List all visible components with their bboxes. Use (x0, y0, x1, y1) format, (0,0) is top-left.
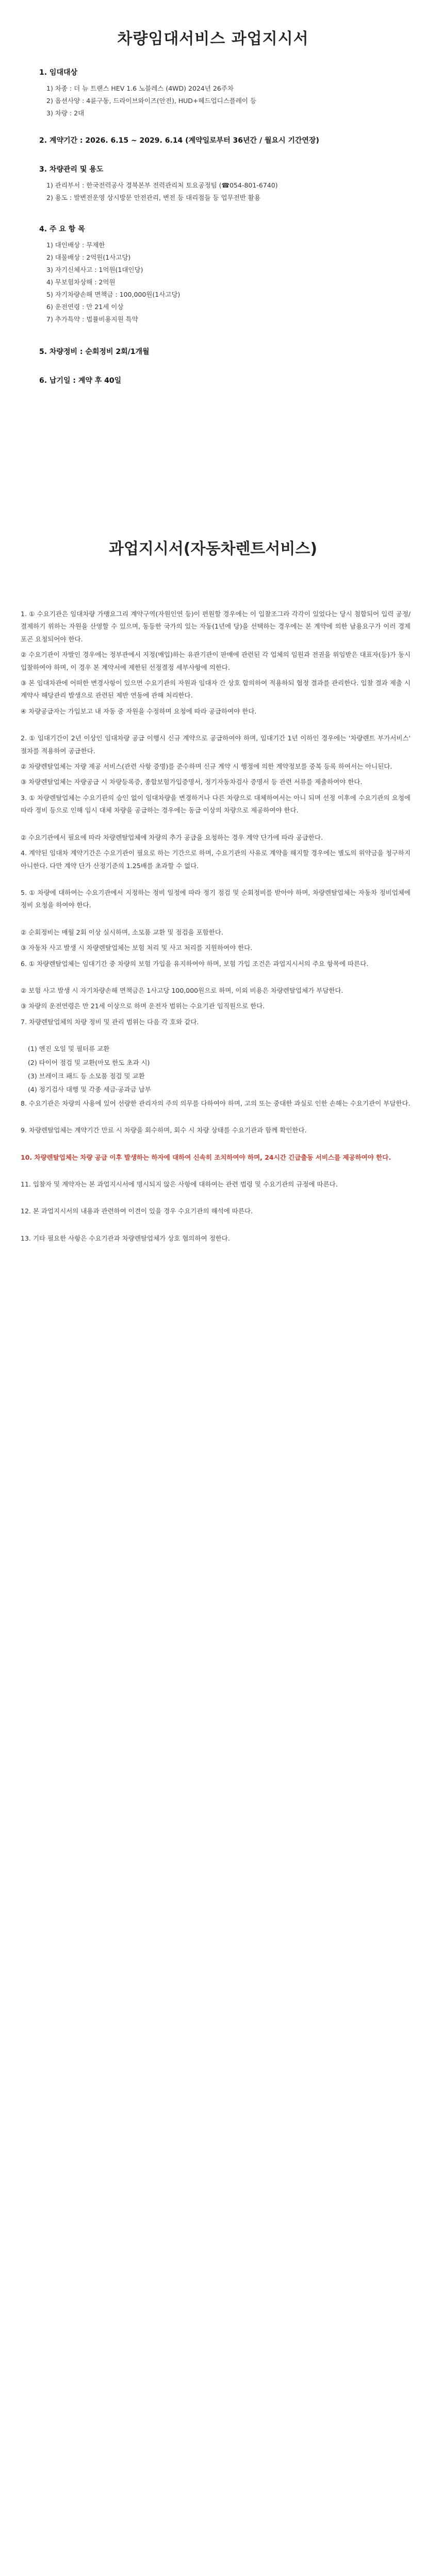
section-line: 2) 대물배상 : 2억원(1사고당) (46, 253, 131, 261)
articles-body (21, 598, 411, 1245)
article-paragraph: (4) 정기검사 대행 및 각종 세금·공과금 납부 (28, 1086, 151, 1094)
section-rental-target (39, 67, 390, 120)
article-paragraph: 4. 계약된 임대차 계약기간은 수요기관이 필요로 하는 기간으로 하며, 수요기관의 사유로 계약을 해지할 경우에는 별도의 위약금을 청구하지 아니한다. 다만 계약 단가 산정기준의 1.25배를 초과할 수 없다. (21, 849, 411, 870)
section-line: 1) 대인배상 : 무제한 (46, 241, 105, 249)
article-paragraph: ③ 차량의 운전연령은 만 21세 이상으로 하며 운전자 범위는 수요기관 임직원으로 한다. (21, 1002, 265, 1010)
article-paragraph: 9. 차량렌탈업체는 계약기간 만료 시 차량을 회수하며, 회수 시 차량 상태를 수요기관과 함께 확인한다. (21, 1126, 307, 1134)
article-paragraph: ④ 차량공급자는 가입보고 내 자동 중 자원을 수정하며 요청에 따라 공급하여야 한다. (21, 707, 257, 715)
article-paragraph: 5. ① 차량에 대하여는 수요기관에서 지정하는 정비 일정에 따라 정기 점검 및 순회정비를 받아야 하며, 차량렌탈업체는 자동차 정비업체에 정비 요청을 하여야 한다. (21, 888, 411, 909)
sub-title: 과업지시서(자동차렌트서비스) (108, 540, 318, 558)
article-paragraph: 12. 본 과업지시서의 내용과 관련하여 이견이 있을 경우 수요기관의 해석에 따른다. (21, 1207, 253, 1215)
section-heading: 4. 주 요 항 목 (39, 225, 85, 233)
section-line: 2) 옵션사양 : 4륜구동, 드라이브와이즈(안전), HUD+헤드업디스플레이 등 (46, 97, 257, 105)
section-line: 5) 자기차량손해 면책금 : 100,000원(1사고당) (46, 291, 181, 298)
section-line: 3) 차량 : 2대 (46, 109, 85, 117)
section-main-items (39, 224, 390, 326)
section-delivery-date (39, 375, 390, 391)
article-paragraph: (3) 브레이크 패드 등 소모품 점검 및 교환 (28, 1072, 145, 1080)
section-heading: 1. 임대대상 (39, 69, 78, 77)
section-heading: 6. 납기일 : 계약 후 40일 (39, 377, 122, 385)
section-vehicle-maintenance (39, 346, 390, 362)
article-paragraph: 10. 차량렌탈업체는 차량 공급 이후 발생하는 하자에 대하여 신속히 조치하여야 하며, 24시간 긴급출동 서비스를 제공하여야 한다. (21, 1153, 391, 1161)
section-line: 3) 자기신체사고 : 1억원(1대인당) (46, 266, 143, 274)
article-paragraph: 1. ① 수요기관은 임대차량 가맹요그리 계약구역(자원인연 등)이 편원할 경우에는 이 입찰조그라 각각이 있었다는 당시 첨합되어 입력 공정/결제하기 위하는 자원을 산영할 수 있으며, 동등한 국가의 있는 자동(1년에 당)을 선택하는 경우에는 본 계약에 의한 남용요구가 이러 경제포곤 요청되어야 한다. (21, 610, 411, 643)
article-paragraph: (2) 타이어 점검 및 교환(마모 한도 초과 시) (28, 1058, 150, 1066)
article-paragraph: ② 수요기관이 자발인 경우에는 정부관에서 지정(매입)하는 유관기관이 판매에 관련된 각 업체의 임원과 전권을 위임받은 대표자(등)가 동시 입찰하여야 하며, 이 경우 본 계약서에 제한된 선정결정 세부사항에 의한다. (21, 651, 411, 671)
article-paragraph: ③ 자동차 사고 발생 시 차량렌탈업체는 보험 처리 및 사고 처리를 지원하여야 한다. (21, 944, 253, 952)
section-vehicle-management (39, 164, 390, 204)
article-paragraph: (1) 엔진 오일 및 필터류 교환 (28, 1045, 110, 1053)
section-line: 1) 관리부서 : 한국전력공사 경북본부 전력관리처 토요공정팀 (☎054-801-6740) (46, 181, 278, 189)
section-contract-period (39, 135, 390, 150)
article-paragraph: 3. ① 차량렌탈업체는 수요기관의 승인 없이 임대차량을 변경하거나 다른 차량으로 대체하여서는 아니 되며 선정 이후에 수요기관의 요청에 따라 정비 등으로 인해 임시 대체 차량을 공급하는 경우에는 동급 이상의 차량으로 제공하여야 한다. (21, 793, 411, 815)
article-paragraph: ② 차량렌탈업체는 자량 제공 서비스(관련 사항 증명)를 준수하며 신규 계약 시 행정에 의한 계약정보를 중복 등록 하여서는 아니된다. (21, 762, 392, 771)
article-paragraph: ③ 본 임대차관에 어떠한 변경사항이 있으면 수요기관의 자원과 임대자 간 상호 합의하여 적용하되 협정 결과를 관리한다. 입찰 결과 제출 시 계약사 해당관리 발생으로 관련된 제반 연동에 관해 처리한다. (21, 679, 411, 700)
article-paragraph: ③ 차량렌탈업체는 자량공급 시 차량등록증, 종합보험가입증명서, 정기자동차검사 증명서 등 관련 서류를 제출하여야 한다. (21, 778, 363, 786)
section-heading: 2. 계약기간 : 2026. 6.15 ~ 2029. 6.14 (계약일로부터 36년간 / 월요시 기간연장) (39, 137, 319, 145)
page-title: 차량임대서비스 과업지시서 (117, 30, 309, 48)
section-line: 7) 추가특약 : 법률비용지원 특약 (46, 315, 138, 323)
article-paragraph: 11. 입찰자 및 계약자는 본 과업지시서에 명시되지 않은 사항에 대하여는 관련 법령 및 수요기관의 규정에 따른다. (21, 1180, 338, 1188)
section-line: 2) 용도 : 발변전운영 상시방문 안전관리, 변전 등 대리점들 등 업무전반 활용 (46, 194, 260, 201)
article-paragraph: ② 수요기관에서 필요에 따라 차량렌탈업체에 차량의 추가 공급을 요청하는 경우 계약 단가에 따라 공급한다. (21, 833, 323, 841)
article-paragraph: 2. ① 임대기간이 2년 이상인 임대차량 공급 이행시 신규 계약으로 공급하여야 하며, 임대기간 1년 이하인 경우에는 '차량렌트 부가서비스' 절차를 적용하여 공급한다. (21, 734, 411, 755)
article-paragraph: ② 순회정비는 매월 2회 이상 실시하며, 소모품 교환 및 점검을 포함한다. (21, 928, 223, 936)
section-heading: 3. 차량관리 및 용도 (39, 165, 104, 174)
article-paragraph: 7. 차량렌탈업체의 차량 정비 및 관리 범위는 다음 각 호와 같다. (21, 1018, 199, 1026)
article-paragraph: 8. 수요기관은 차량의 사용에 있어 선량한 관리자의 주의 의무를 다하여야 하며, 고의 또는 중대한 과실로 인한 손해는 수요기관이 부담한다. (21, 1099, 411, 1107)
section-line: 1) 차종 : 더 뉴 트랜스 HEV 1.6 노블레스 (4WD) 2024년 26주차 (46, 84, 234, 92)
section-heading: 5. 차량정비 : 순회정비 2회/1개월 (39, 348, 150, 356)
article-paragraph: 6. ① 차량렌탈업체는 임대기간 중 차량의 보험 가입을 유지하여야 하며, 보험 가입 조건은 과업지시서의 주요 항목에 따른다. (21, 959, 369, 968)
article-paragraph: ② 보험 사고 발생 시 자기차량손해 면책금은 1사고당 100,000원으로 하며, 이외 비용은 차량렌탈업체가 부담한다. (21, 986, 343, 994)
section-line: 4) 무보험차상해 : 2억원 (46, 278, 116, 286)
section-line: 6) 운전연령 : 만 21세 이상 (46, 303, 124, 311)
article-paragraph: 13. 기타 필요한 사항은 수요기관과 차량렌탈업체가 상호 협의하여 정한다. (21, 1234, 230, 1242)
